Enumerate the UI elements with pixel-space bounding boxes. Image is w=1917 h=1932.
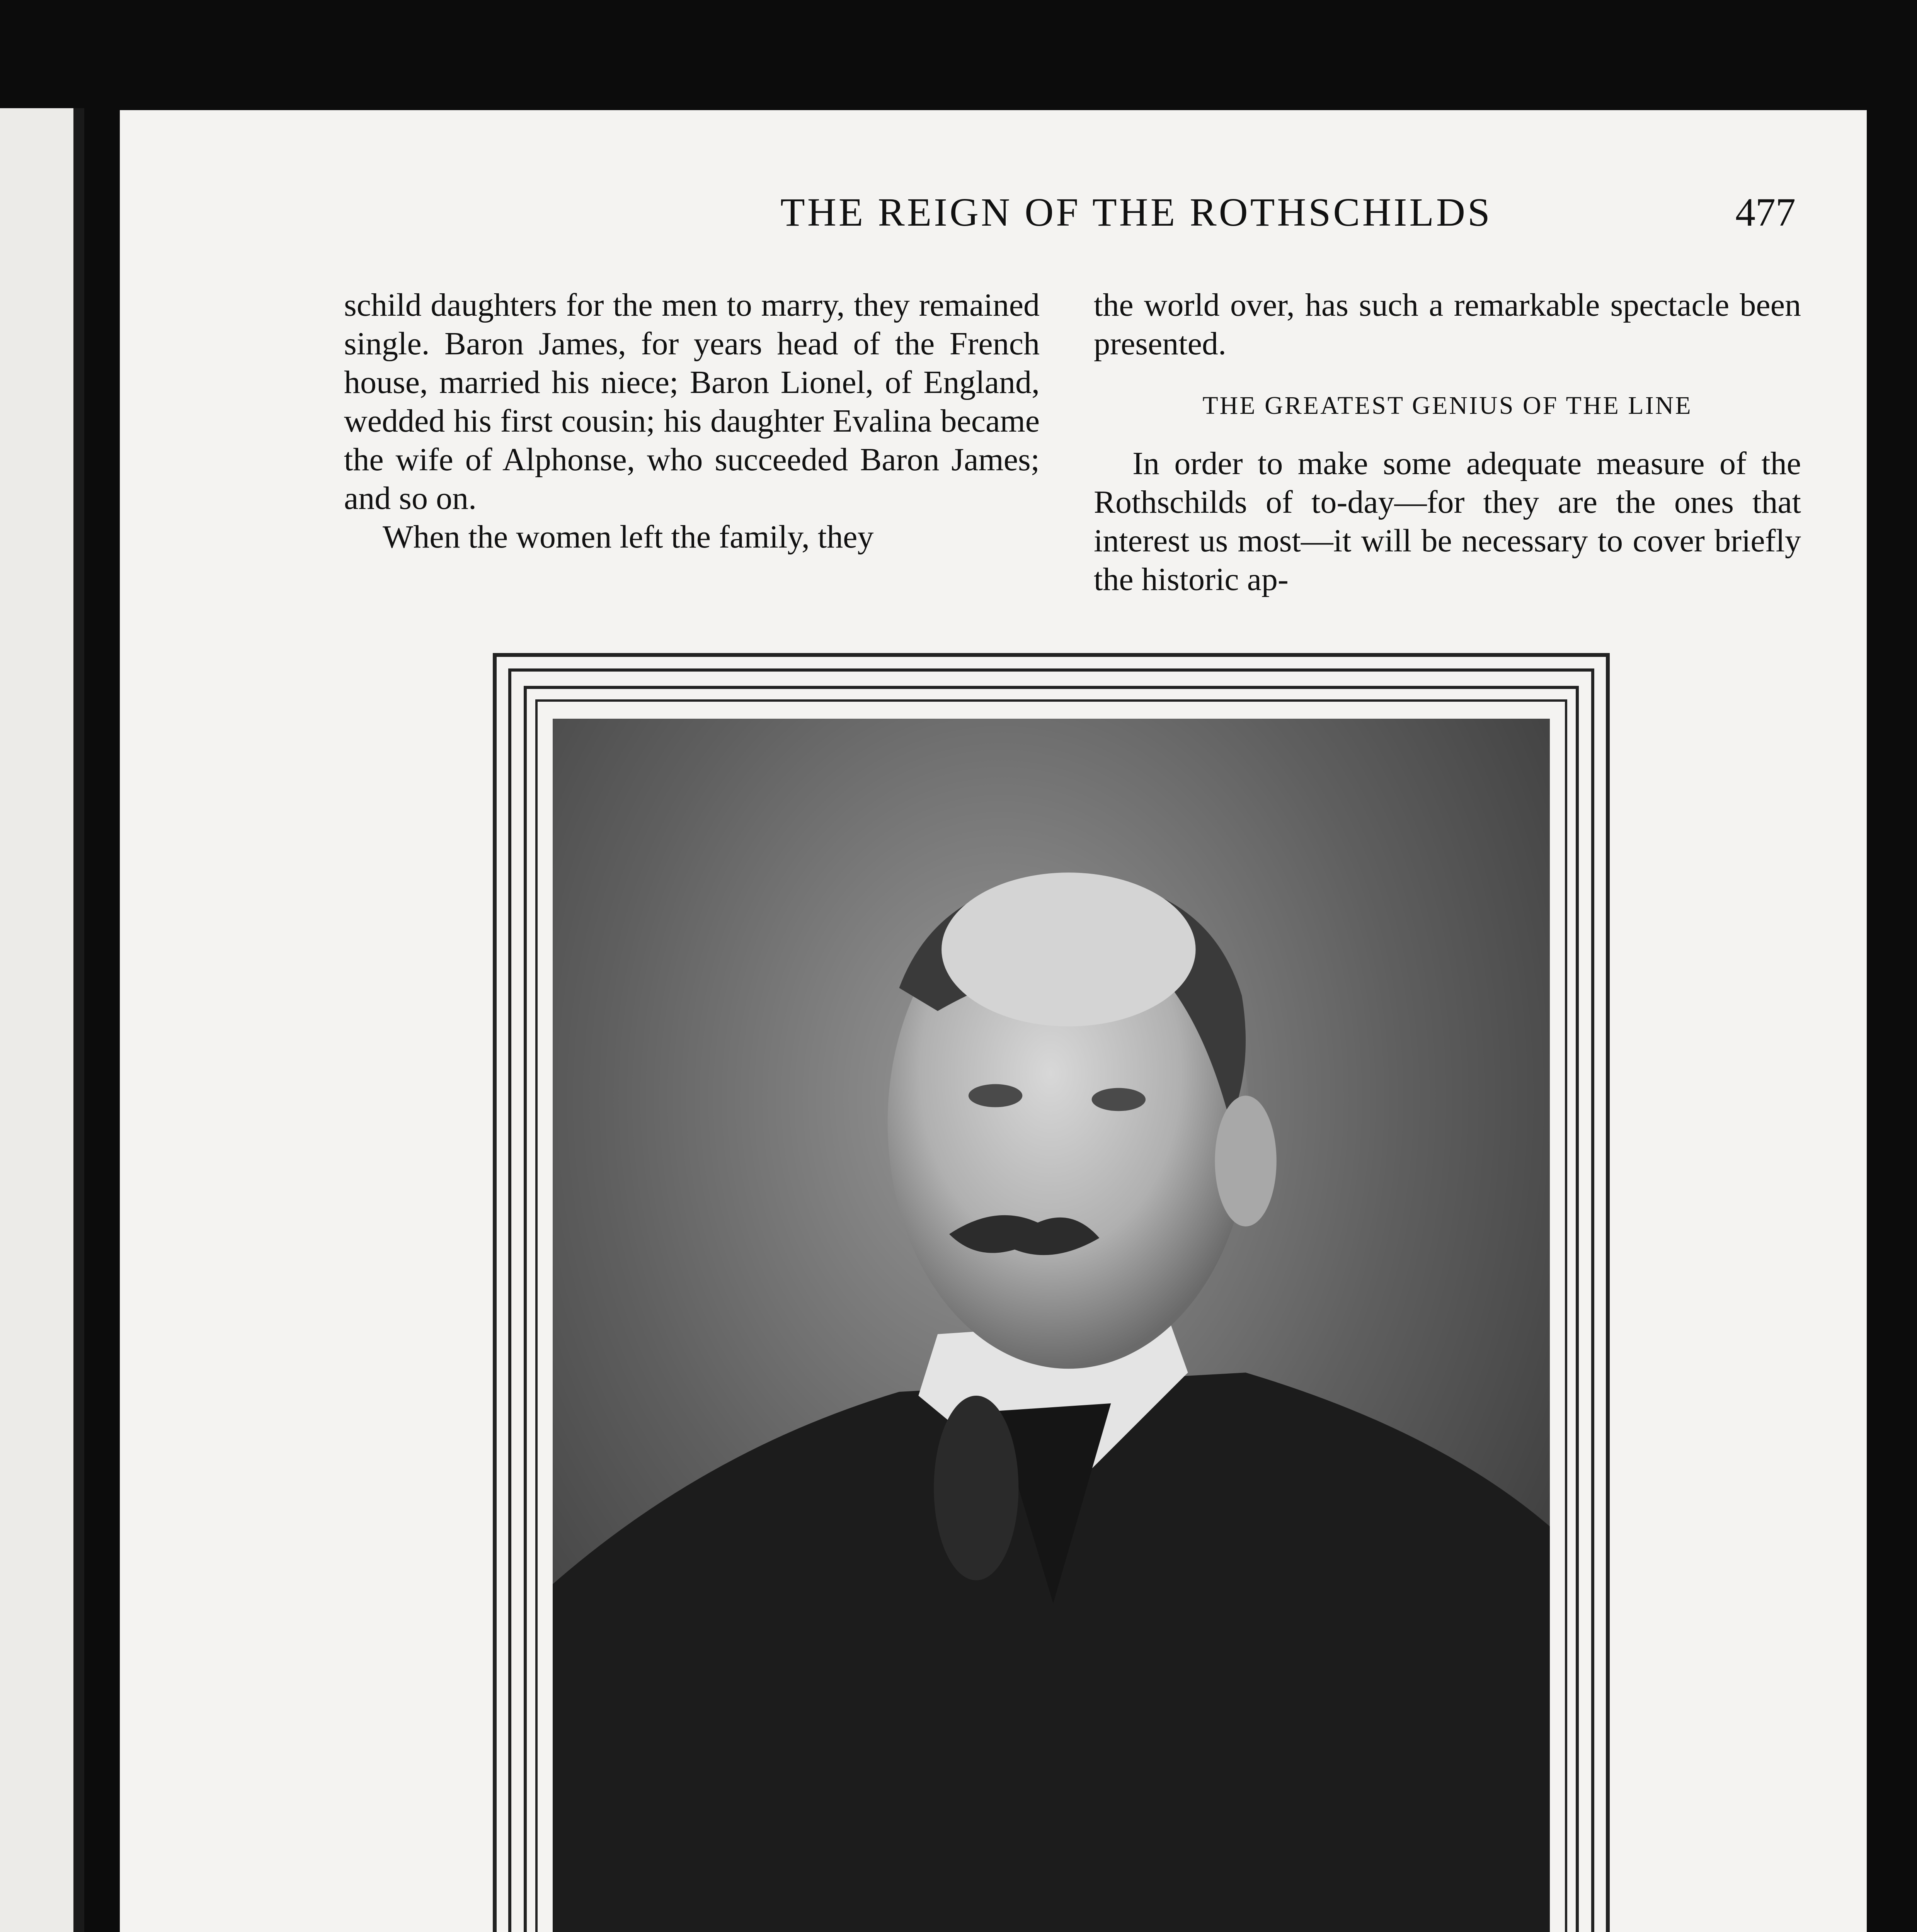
running-head: THE REIGN OF THE ROTHSCHILDS xyxy=(780,190,1492,235)
section-subhead: THE GREATEST GENIUS OF THE LINE xyxy=(1202,391,1692,420)
portrait-photo xyxy=(553,719,1550,1932)
page-number: 477 xyxy=(1735,190,1796,235)
magazine-page xyxy=(120,110,1867,1932)
paragraph: When the women left the family, they xyxy=(383,519,874,555)
paragraph: the world over, has such a remarkable spectacle been presented. xyxy=(1094,287,1801,362)
paragraph: schild daughters for the men to marry, they remained single. Baron James, for years head of the French house, married his niece; Baron Lionel, of England, wedded his first cousin; his daughter Evalina became the wife of Alphonse, who succeeded Baron James; and so on. xyxy=(344,287,1040,516)
text-column-top-left xyxy=(344,286,1040,556)
portrait-illustration xyxy=(553,719,1550,1932)
paragraph: In order to make some adequate measure of the Rothschilds of to-day—for they are the ones that interest us most—it will be necessary to cover briefly the historic ap- xyxy=(1094,446,1801,597)
adjacent-page-edge xyxy=(0,108,84,1932)
portrait-frame xyxy=(493,653,1610,1932)
text-column-top-right xyxy=(1094,286,1801,599)
